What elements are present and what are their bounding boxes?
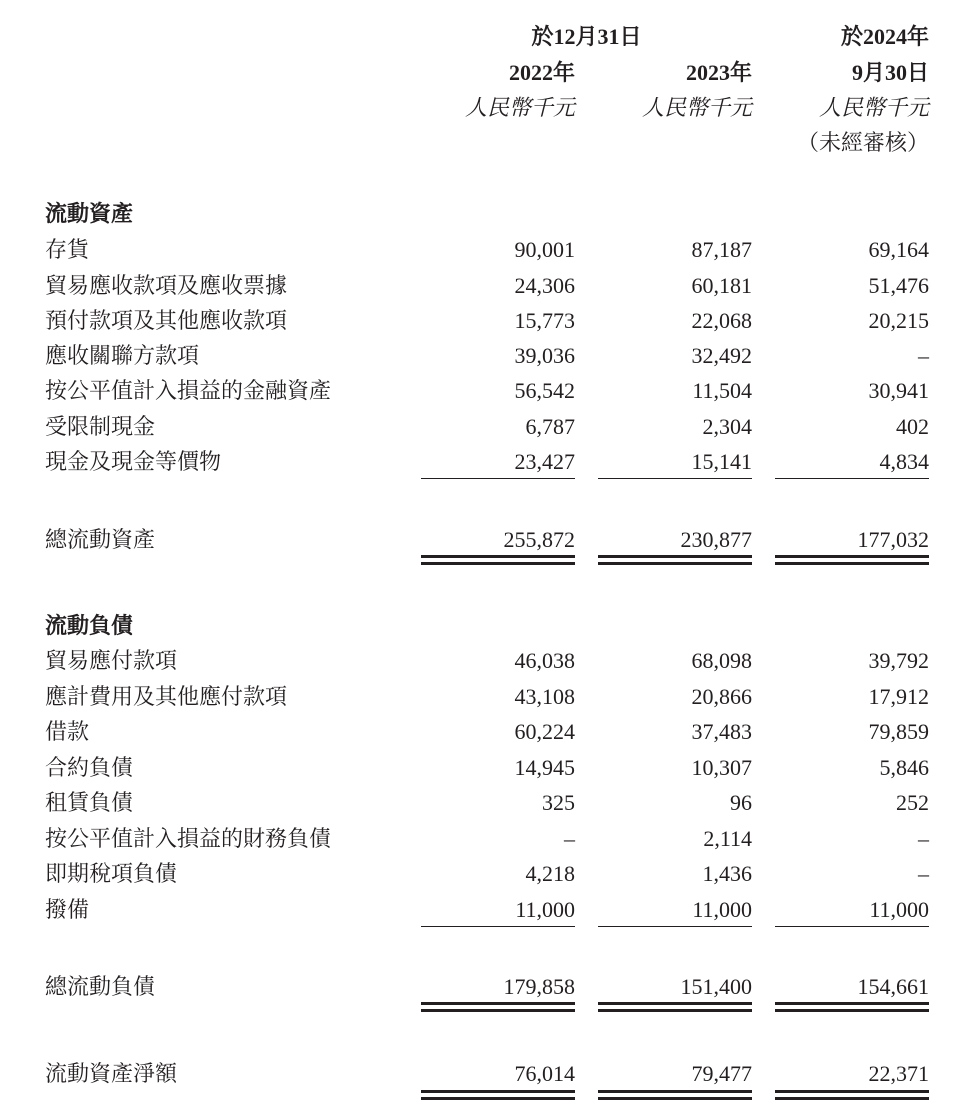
row-label: 按公平值計入損益的金融資產 [45, 378, 332, 403]
value-2022: 15,773 [514, 308, 575, 333]
row-label: 存貨 [45, 237, 90, 262]
value-2022: 56,542 [514, 378, 575, 403]
header-row-units [0, 95, 979, 121]
table-row-trade-receivables [0, 273, 979, 299]
value-2022: 90,001 [514, 237, 575, 262]
value-2023: 20,866 [691, 684, 752, 709]
value-2023: 2,304 [702, 414, 752, 439]
value-2023: 11,000 [692, 897, 752, 922]
total-double-rule [598, 555, 752, 565]
table-row-lease-liabilities [0, 790, 979, 816]
value-2024-sep: – [918, 826, 929, 851]
table-row-total-current-assets [0, 527, 979, 553]
value-2024-sep: 69,164 [868, 237, 929, 262]
value-2022: 6,787 [525, 414, 575, 439]
value-2024-sep: 20,215 [868, 308, 929, 333]
value-2024-sep: – [918, 861, 929, 886]
row-label: 總流動負債 [45, 974, 156, 999]
subtotal-rule [421, 926, 575, 927]
table-row-total-current-liabilities [0, 974, 979, 1000]
row-label: 合約負債 [45, 755, 134, 780]
value-2023: 68,098 [691, 648, 752, 673]
total-double-rule [421, 1090, 575, 1100]
row-label: 受限制現金 [45, 414, 156, 439]
col2-year: 2023年 [685, 60, 752, 85]
total-double-rule [421, 555, 575, 565]
value-2022: 325 [542, 790, 575, 815]
row-label: 現金及現金等價物 [45, 449, 222, 474]
value-2024-sep: 402 [896, 414, 929, 439]
table-row-due-from-related-parties [0, 343, 979, 369]
row-label: 撥備 [45, 897, 90, 922]
section-heading-current-assets [0, 201, 979, 227]
section-heading: 流動資產 [45, 201, 134, 226]
col3-unit: 人民幣千元 [818, 95, 929, 120]
value-2024-sep: 79,859 [868, 719, 929, 744]
table-row-cash-and-equivalents [0, 449, 979, 475]
value-2024-sep: 51,476 [868, 273, 929, 298]
col3-date: 9月30日 [851, 60, 929, 85]
period-group-label: 於12月31日 [531, 24, 642, 49]
section-heading: 流動負債 [45, 613, 134, 638]
row-label: 按公平值計入損益的財務負債 [45, 826, 332, 851]
value-2024-sep: 177,032 [857, 527, 929, 552]
value-2024-sep: 39,792 [868, 648, 929, 673]
value-2023: 96 [730, 790, 752, 815]
value-2023: 2,114 [703, 826, 752, 851]
value-2022: 4,218 [525, 861, 575, 886]
value-2024-sep: – [918, 343, 929, 368]
row-label: 總流動資產 [45, 527, 156, 552]
value-2023: 87,187 [691, 237, 752, 262]
subtotal-rule [598, 926, 752, 927]
value-2023: 32,492 [691, 343, 752, 368]
total-double-rule [775, 1090, 929, 1100]
row-label: 貿易應付款項 [45, 648, 178, 673]
value-2022: 39,036 [514, 343, 575, 368]
value-2024-sep: 17,912 [868, 684, 929, 709]
value-2022: 46,038 [514, 648, 575, 673]
total-double-rule [598, 1090, 752, 1100]
row-label: 租賃負債 [45, 790, 134, 815]
subtotal-rule [598, 478, 752, 479]
row-label: 應計費用及其他應付款項 [45, 684, 288, 709]
value-2024-sep: 30,941 [868, 378, 929, 403]
value-2023: 79,477 [691, 1061, 752, 1086]
subtotal-rule [775, 478, 929, 479]
value-2023: 15,141 [691, 449, 752, 474]
table-row-trade-payables [0, 648, 979, 674]
value-2024-sep: 5,846 [879, 755, 929, 780]
header-row-note [0, 130, 979, 156]
row-label: 預付款項及其他應收款項 [45, 308, 288, 333]
table-row-accruals-other-payables [0, 684, 979, 710]
value-2024-sep: 154,661 [857, 974, 929, 999]
table-row-fvtpl-financial-assets [0, 378, 979, 404]
value-2023: 1,436 [702, 861, 752, 886]
total-double-rule [421, 1002, 575, 1012]
value-2022: 43,108 [514, 684, 575, 709]
subtotal-rule [421, 478, 575, 479]
row-label: 貿易應收款項及應收票據 [45, 273, 288, 298]
value-2024-sep: 22,371 [868, 1061, 929, 1086]
table-row-current-tax-liabilities [0, 861, 979, 887]
value-2022: 14,945 [514, 755, 575, 780]
col2-unit: 人民幣千元 [641, 95, 752, 120]
table-row-borrowings [0, 719, 979, 745]
table-row-contract-liabilities [0, 755, 979, 781]
table-row-provisions [0, 897, 979, 923]
row-label: 流動資產淨額 [45, 1061, 178, 1086]
table-row-prepayments-other-receivables [0, 308, 979, 334]
value-2022: 24,306 [514, 273, 575, 298]
table-row-fvtpl-financial-liabilities [0, 826, 979, 852]
col1-unit: 人民幣千元 [464, 95, 575, 120]
col3-period-prefix: 於2024年 [840, 24, 929, 49]
value-2023: 11,504 [692, 378, 752, 403]
row-label: 應收關聯方款項 [45, 343, 200, 368]
value-2023: 22,068 [691, 308, 752, 333]
subtotal-rule [775, 926, 929, 927]
value-2022: 23,427 [514, 449, 575, 474]
table-row-net-current-assets [0, 1061, 979, 1087]
value-2023: 151,400 [680, 974, 752, 999]
col1-year: 2022年 [508, 60, 575, 85]
header-row-period [0, 24, 979, 50]
col3-unaudited-note: （未經審核） [796, 130, 929, 155]
value-2024-sep: 4,834 [879, 449, 929, 474]
value-2022: 255,872 [503, 527, 575, 552]
value-2023: 37,483 [691, 719, 752, 744]
total-double-rule [775, 1002, 929, 1012]
value-2023: 230,877 [680, 527, 752, 552]
value-2022: 11,000 [515, 897, 575, 922]
header-row-years [0, 60, 979, 86]
value-2023: 60,181 [691, 273, 752, 298]
value-2022: – [564, 826, 575, 851]
value-2024-sep: 11,000 [869, 897, 929, 922]
section-heading-current-liabilities [0, 613, 979, 639]
table-row-inventories [0, 237, 979, 263]
total-double-rule [598, 1002, 752, 1012]
value-2024-sep: 252 [896, 790, 929, 815]
value-2023: 10,307 [691, 755, 752, 780]
value-2022: 60,224 [514, 719, 575, 744]
total-double-rule [775, 555, 929, 565]
value-2022: 179,858 [503, 974, 575, 999]
row-label: 借款 [45, 719, 90, 744]
row-label: 即期稅項負債 [45, 861, 178, 886]
table-row-restricted-cash [0, 414, 979, 440]
value-2022: 76,014 [514, 1061, 575, 1086]
